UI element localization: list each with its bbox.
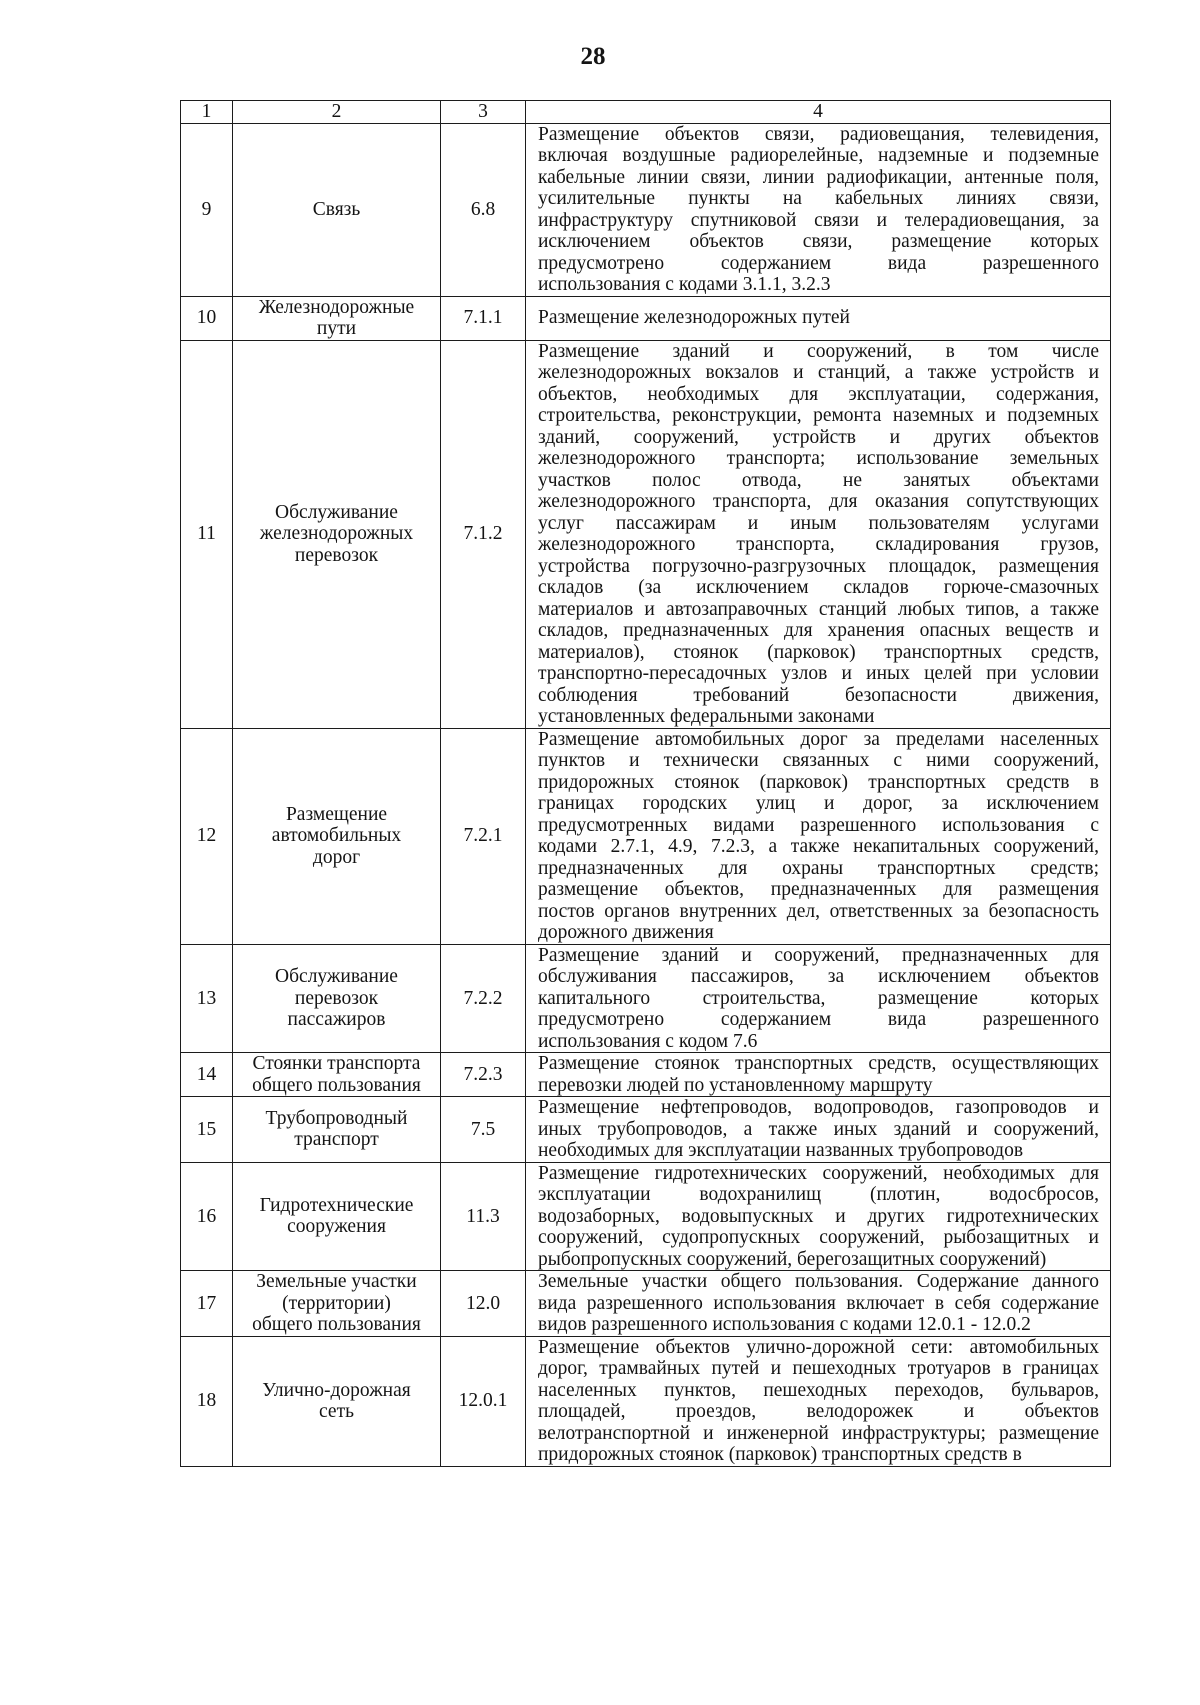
land-use-name-line: общего пользования (252, 1074, 421, 1096)
land-use-name-line: Улично-дорожная (262, 1379, 411, 1401)
description-cell (526, 944, 1111, 1053)
description-line: Размещение гидротехнических сооружений, необходимых для (538, 1162, 1099, 1184)
description-cell (526, 728, 1111, 944)
description-cell (526, 340, 1111, 728)
description-line: постов органов внутренних дел, ответственных за безопасность (538, 900, 1099, 922)
land-use-code: 6.8 (470, 198, 496, 220)
land-use-name-cell (233, 340, 441, 728)
land-use-code-cell (441, 1162, 526, 1271)
land-use-name-line: Связь (312, 198, 361, 220)
land-use-name-cell (233, 296, 441, 340)
description-line: предусмотрено содержанием вида разрешенного (538, 1009, 1099, 1030)
description-line: железнодорожного транспорта, для оказания сопутствующих (538, 491, 1099, 512)
description-line: железнодорожного транспорта, складирования грузов, (538, 534, 1099, 555)
row-number-cell (181, 1097, 233, 1163)
table-row (181, 123, 1111, 296)
land-use-code-cell (441, 1336, 526, 1466)
description-line: капитального строительства, размещение которых (538, 987, 1099, 1009)
land-use-name-line: Железнодорожные (258, 296, 415, 318)
description-line: Размещение автомобильных дорог за пределами населенных (538, 728, 1099, 750)
land-use-code: 7.5 (470, 1118, 496, 1140)
row-number: 18 (196, 1390, 217, 1412)
description-line: Размещение железнодорожных путей (538, 307, 850, 329)
description-line: строительства, реконструкции, ремонта наземных и подземных (538, 405, 1099, 426)
description-line: использования с кодами 3.1.1, 3.2.3 (538, 274, 831, 295)
land-use-name-line: Размещение (285, 803, 388, 825)
description-line: Размещение зданий и сооружений, предназначенных для (538, 944, 1099, 966)
land-use-name-line: сооружения (287, 1216, 386, 1238)
description-line: Размещение зданий и сооружений, в том числе (538, 340, 1099, 362)
row-number-cell (181, 1336, 233, 1466)
land-use-name-cell (233, 728, 441, 944)
description-line: перевозки людей по установленному маршруту (538, 1074, 933, 1096)
land-use-code-cell (441, 728, 526, 944)
land-use-name-line: перевозок (294, 544, 379, 566)
table-row (181, 728, 1111, 944)
description-line: эксплуатации водохранилищ (плотин, водосбросов, (538, 1184, 1099, 1205)
description-line: дорожного движения (538, 922, 714, 943)
land-use-code-cell (441, 1097, 526, 1163)
description-line: населенных пунктов, пешеходных переходов, бульваров, (538, 1379, 1099, 1401)
description-line: Земельные участки общего пользования. Содержание данного (538, 1271, 1099, 1292)
description-line: придорожных стоянок (парковок) транспортных средств в (538, 1444, 1022, 1465)
land-use-code-cell (441, 296, 526, 340)
description-line: необходимых для эксплуатации названных трубопроводов (538, 1140, 1024, 1161)
row-number-cell (181, 296, 233, 340)
description-cell (526, 1053, 1111, 1097)
land-use-code: 12.0.1 (458, 1390, 508, 1412)
description-line: водозаборных, водовыпускных и других гидротехнических (538, 1205, 1099, 1227)
description-cell (526, 296, 1111, 340)
header-cell-4: 4 (526, 101, 1111, 124)
row-number-cell (181, 1053, 233, 1097)
land-use-name-line: общего пользования (252, 1314, 421, 1335)
description-line: предусмотренных видами разрешенного использования с (538, 814, 1099, 836)
land-use-name-line: железнодорожных (259, 523, 414, 545)
row-number-cell (181, 728, 233, 944)
table-header-row (181, 101, 1111, 124)
description-line: установленных федеральными законами (538, 706, 875, 727)
description-cell (526, 1162, 1111, 1271)
description-line: усилительные пункты на кабельных линиях связи, (538, 188, 1099, 209)
land-use-name-cell (233, 1097, 441, 1163)
description-line: включая воздушные радиорелейные, надземные и подземные (538, 145, 1099, 166)
table-row (181, 1271, 1111, 1337)
description-line: участков полос отвода, не занятых объектами (538, 469, 1099, 491)
land-use-name-line: пассажиров (287, 1009, 386, 1030)
table-row (181, 1097, 1111, 1163)
description-line: зданий, сооружений, устройств и других объектов (538, 426, 1099, 448)
row-number-cell (181, 340, 233, 728)
description-line: устройства погрузочно-разгрузочных площадок, размещения (538, 555, 1099, 577)
description-line: границах городских улиц и дорог, за исключением (538, 793, 1099, 814)
row-number: 11 (197, 523, 216, 545)
land-use-name-line: Стоянки транспорта (252, 1053, 421, 1074)
land-use-name-line: Обслуживание (275, 501, 398, 523)
description-line: обслуживания пассажиров, за исключением объектов (538, 966, 1099, 987)
row-number: 13 (196, 987, 217, 1009)
description-line: предназначенных для охраны транспортных средств; (538, 857, 1099, 879)
description-line: объектов, необходимых для эксплуатации, содержания, (538, 383, 1099, 405)
row-number: 9 (201, 198, 212, 220)
description-cell (526, 1097, 1111, 1163)
land-use-code: 12.0 (465, 1292, 501, 1314)
land-use-name-cell (233, 1053, 441, 1097)
table-row (181, 944, 1111, 1053)
land-use-code-cell (441, 340, 526, 728)
land-use-code-cell (441, 1271, 526, 1337)
land-use-name-line: автомобильных (271, 825, 402, 847)
land-use-name-cell (233, 123, 441, 296)
land-use-code-cell (441, 944, 526, 1053)
land-use-name-cell (233, 1336, 441, 1466)
land-use-name-line: пути (316, 318, 357, 339)
description-line: Размещение стоянок транспортных средств, осуществляющих (538, 1053, 1099, 1074)
land-use-name-cell (233, 1162, 441, 1271)
header-cell-3: 3 (441, 101, 526, 124)
land-use-table (180, 100, 1111, 1467)
description-line: инфраструктуру спутниковой связи и телерадиовещания, за (538, 209, 1099, 231)
description-line: предусмотрено содержанием вида разрешенного (538, 252, 1099, 274)
land-use-name-line: Гидротехнические (259, 1194, 414, 1216)
description-line: складов (за исключением складов горюче-смазочных (538, 577, 1099, 598)
description-line: рыбопропускных сооружений, берегозащитных сооружений) (538, 1248, 1047, 1270)
land-use-name-cell (233, 944, 441, 1053)
row-number-cell (181, 1271, 233, 1337)
row-number: 14 (196, 1063, 217, 1085)
land-use-code-cell (441, 123, 526, 296)
description-line: кабельные линии связи, линии радиофикации, антенные поля, (538, 166, 1099, 188)
description-line: сооружений, судопропускных сооружений, рыбозащитных и (538, 1227, 1099, 1248)
header-cell-1: 1 (181, 101, 233, 124)
land-use-name-line: Обслуживание (275, 966, 398, 987)
description-line: пунктов и технически связанных с ними сооружений, (538, 750, 1099, 771)
description-line: Размещение нефтепроводов, водопроводов, газопроводов и (538, 1097, 1099, 1118)
row-number: 15 (196, 1118, 217, 1140)
table-row (181, 296, 1111, 340)
description-line: вида разрешенного использования включает в себя содержание (538, 1292, 1099, 1314)
land-use-code-cell (441, 1053, 526, 1097)
table-row (181, 1053, 1111, 1097)
description-line: Размещение объектов улично-дорожной сети: автомобильных (538, 1336, 1099, 1358)
land-use-name-line: Трубопроводный (265, 1107, 408, 1129)
land-use-code: 11.3 (466, 1205, 500, 1227)
description-cell (526, 123, 1111, 296)
table-row (181, 1162, 1111, 1271)
description-cell (526, 1336, 1111, 1466)
description-line: использования с кодом 7.6 (538, 1030, 758, 1052)
land-use-code: 7.1.2 (463, 523, 503, 545)
description-line: складов, предназначенных для хранения опасных веществ и (538, 620, 1099, 641)
row-number: 17 (196, 1292, 217, 1314)
land-use-name-cell (233, 1271, 441, 1337)
land-use-code: 7.2.3 (463, 1063, 503, 1085)
row-number-cell (181, 123, 233, 296)
description-line: железнодорожных вокзалов и станций, а также устройств и (538, 362, 1099, 383)
description-line: видов разрешенного использования с кодами 12.0.1 - 12.0.2 (538, 1314, 1031, 1335)
description-line: материалов), стоянок (парковок) транспортных средств, (538, 641, 1099, 663)
header-cell-2: 2 (233, 101, 441, 124)
description-line: исключением объектов связи, размещение которых (538, 231, 1099, 252)
land-use-code: 7.2.2 (463, 987, 503, 1009)
row-number: 12 (196, 825, 217, 847)
description-line: материалов и автозаправочных станций любых типов, а также (538, 598, 1099, 620)
land-use-name-line: транспорт (294, 1129, 379, 1151)
table-body (181, 101, 1111, 1467)
table-row (181, 1336, 1111, 1466)
land-use-code: 7.2.1 (463, 825, 503, 847)
row-number-cell (181, 944, 233, 1053)
description-line: площадей, проездов, велодорожек и объектов (538, 1401, 1099, 1422)
description-line: размещение объектов, предназначенных для размещения (538, 879, 1099, 900)
land-use-name-line: Земельные участки (256, 1271, 417, 1292)
description-line: транспортно-пересадочных узлов и иных целей при условии (538, 663, 1099, 684)
land-use-name-line: дорог (312, 846, 361, 868)
land-use-code: 7.1.1 (463, 307, 503, 329)
description-line: услуг пассажирам и иным пользователям услугами (538, 512, 1099, 534)
description-line: иных трубопроводов, а также иных зданий и сооружений, (538, 1118, 1099, 1140)
page-number: 28 (580, 43, 606, 70)
row-number-cell (181, 1162, 233, 1271)
description-cell (526, 1271, 1111, 1337)
description-line: кодами 2.7.1, 4.9, 7.2.3, а также некапитальных сооружений, (538, 836, 1099, 857)
description-line: соблюдения требований безопасности движения, (538, 684, 1099, 706)
land-use-name-line: (территории) (282, 1292, 391, 1314)
row-number: 10 (196, 307, 217, 329)
description-line: велотранспортной и инженерной инфраструктуры; размещение (538, 1422, 1099, 1444)
description-line: железнодорожного транспорта; использование земельных (538, 448, 1099, 469)
land-use-name-line: сеть (319, 1401, 354, 1422)
description-line: придорожных стоянок (парковок) транспортных средств в (538, 771, 1099, 793)
row-number: 16 (196, 1205, 217, 1227)
table-row (181, 340, 1111, 728)
description-line: Размещение объектов связи, радиовещания, телевидения, (538, 123, 1099, 145)
land-use-name-line: перевозок (294, 987, 379, 1009)
description-line: дорог, трамвайных путей и пешеходных тротуаров в границах (538, 1358, 1099, 1379)
